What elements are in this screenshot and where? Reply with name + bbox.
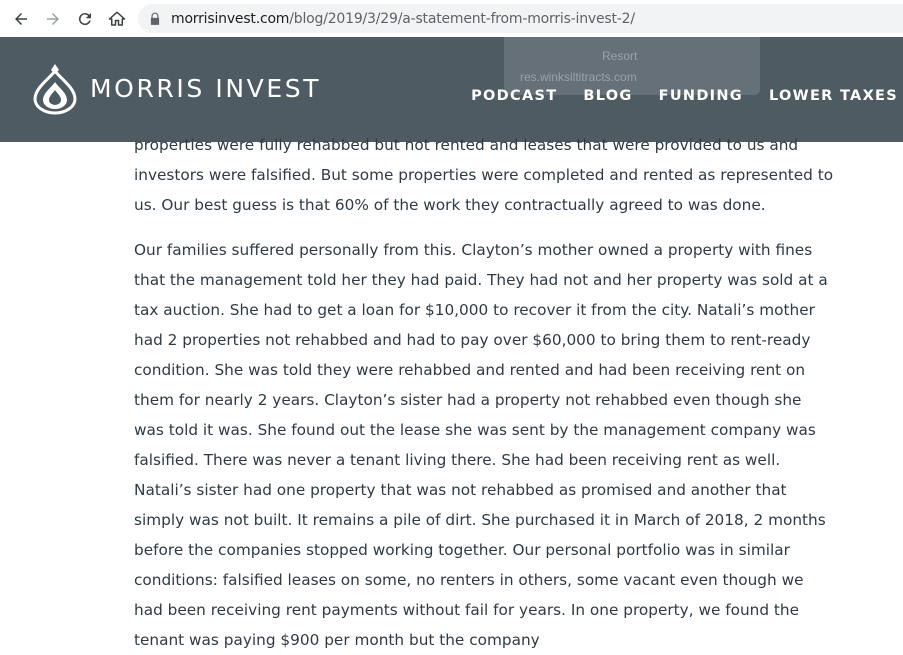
forward-button[interactable] (40, 6, 66, 32)
menu-item-lower-taxes[interactable]: LOWER TAXES (769, 88, 898, 104)
site-header (0, 37, 903, 142)
brand-name: MORRIS INVEST (90, 73, 322, 103)
reload-button[interactable] (72, 6, 98, 32)
article-body (134, 136, 834, 649)
menu-item-podcast[interactable]: PODCAST (471, 88, 558, 104)
arrow-left-icon (12, 10, 30, 28)
ad-popup[interactable] (504, 37, 760, 95)
drop-logo-icon (32, 62, 78, 114)
arrow-right-icon (44, 10, 62, 28)
back-button[interactable] (8, 6, 34, 32)
main-menu (445, 88, 898, 104)
lock-icon (148, 12, 162, 26)
menu-item-funding[interactable]: FUNDING (658, 88, 744, 104)
url-text (171, 11, 635, 27)
address-bar[interactable] (138, 4, 903, 33)
popup-line-1: Resort (602, 49, 638, 63)
paragraph-2: Our families suffered personally from this. Clayton’s mother owned a property with fines that the management told her they had paid. They had not and her property was sold at a tax auction. She had to get a loan for $10,000 to recover it from the city. Natali’s mother had 2 properties not rehabbed and had to pay over $60,000 to bring them to rent-ready condition. She was told they were rehabbed and rented and had been receiving rent on them for nearly 2 years. Clayton’s sister had a property not rehabbed even though she was told it was. She found out the lease she was sent by the management company was falsified. There was never a tenant living there. She had been receiving rent as well. Natali’s sister had one property that was not rehabbed as promised and another that simply was not built. It remains a pile of dirt. She purchased it in March of 2018, 2 months before the companies stopped working together. Our personal portfolio was in similar conditions: falsified leases on some, no renters in others, some vacant even though we had been receiving rent payments without fail for years. In one property, we found the tenant was paying $900 per month but the company (134, 241, 828, 649)
site-logo[interactable] (32, 62, 321, 114)
popup-line-2: res.winksiltitracts.com (520, 70, 637, 84)
url-domain: morrisinvest.com (171, 10, 290, 27)
home-button[interactable] (104, 6, 130, 32)
menu-item-blog[interactable]: BLOG (583, 88, 633, 104)
home-icon (108, 10, 126, 28)
paragraph-1: properties were fully rehabbed but not rented and leases that were provided to us and investors were falsified. But some properties were completed and rented as represented to us. Our best guess is that 60% of the work they contractually agreed to was done. (134, 136, 834, 214)
browser-toolbar (0, 0, 903, 37)
url-path: /blog/2019/3/29/a-statement-from-morris-invest-2/ (289, 10, 635, 27)
reload-icon (76, 10, 94, 28)
